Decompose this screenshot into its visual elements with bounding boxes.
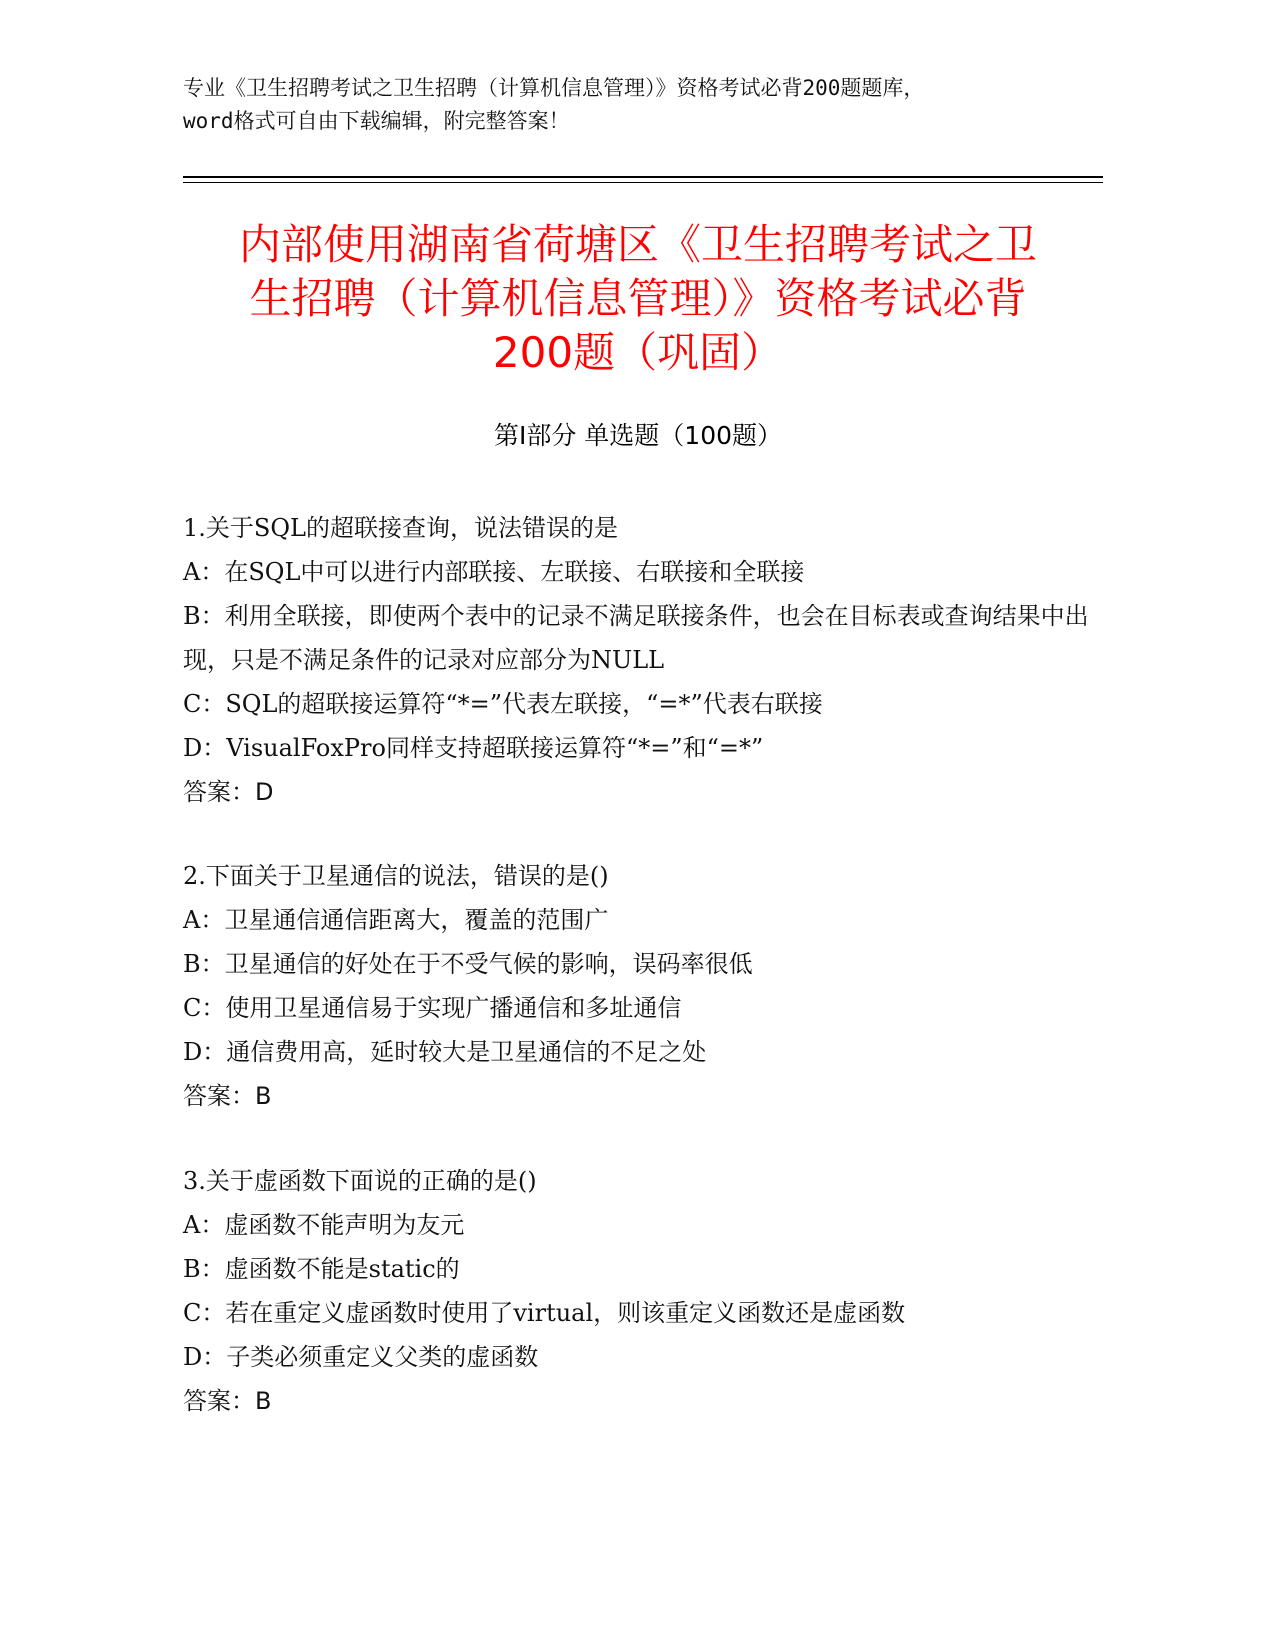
question-stem: 3.关于虚函数下面说的正确的是()	[183, 1167, 537, 1195]
header-note-line-1: 专业《卫生招聘考试之卫生招聘（计算机信息管理）》资格考试必背200题题库，	[183, 76, 925, 100]
option-b: B：虚函数不能是static的	[183, 1255, 460, 1283]
question-1	[183, 506, 1093, 814]
option-d: D：子类必须重定义父类的虚函数	[183, 1343, 539, 1371]
answer: 答案：D	[183, 778, 274, 806]
section-title: 第I部分 单选题（100题）	[493, 421, 783, 450]
header-divider-thick	[183, 176, 1103, 178]
option-d: D：VisualFoxPro同样支持超联接运算符“*=”和“=*”	[183, 734, 764, 762]
document-title	[183, 218, 1093, 380]
option-b: B：利用全联接，即使两个表中的记录不满足联接条件，也会在目标表或查询结果中出现，只是不满足条件的记录对应部分为NULL	[183, 602, 1089, 674]
question-2	[183, 854, 1093, 1118]
document-title-line-1: 内部使用湖南省荷塘区《卫生招聘考试之卫	[238, 220, 1037, 269]
option-a: A：卫星通信通信距离大，覆盖的范围广	[183, 906, 609, 934]
option-d: D：通信费用高，延时较大是卫星通信的不足之处	[183, 1038, 707, 1066]
answer: 答案：B	[183, 1082, 272, 1110]
option-c: C：使用卫星通信易于实现广播通信和多址通信	[183, 994, 682, 1022]
answer: 答案：B	[183, 1387, 272, 1415]
option-b: B：卫星通信的好处在于不受气候的影响，误码率很低	[183, 950, 753, 978]
question-stem: 2.下面关于卫星通信的说法，错误的是()	[183, 862, 609, 890]
option-a: A：在SQL中可以进行内部联接、左联接、右联接和全联接	[183, 558, 805, 586]
document-title-line-2: 生招聘（计算机信息管理）》资格考试必背	[249, 274, 1027, 323]
question-3	[183, 1159, 1093, 1423]
header-note	[183, 72, 1083, 138]
question-stem: 1.关于SQL的超联接查询，说法错误的是	[183, 514, 618, 542]
option-c: C：若在重定义虚函数时使用了virtual，则该重定义函数还是虚函数	[183, 1299, 906, 1327]
option-c: C：SQL的超联接运算符“*=”代表左联接，“=*”代表右联接	[183, 690, 823, 718]
option-a: A：虚函数不能声明为友元	[183, 1211, 465, 1239]
header-divider-thin	[183, 182, 1103, 183]
document-title-line-3: 200题（巩固）	[492, 328, 784, 377]
header-note-line-2: word格式可自由下载编辑，附完整答案！	[183, 109, 570, 133]
